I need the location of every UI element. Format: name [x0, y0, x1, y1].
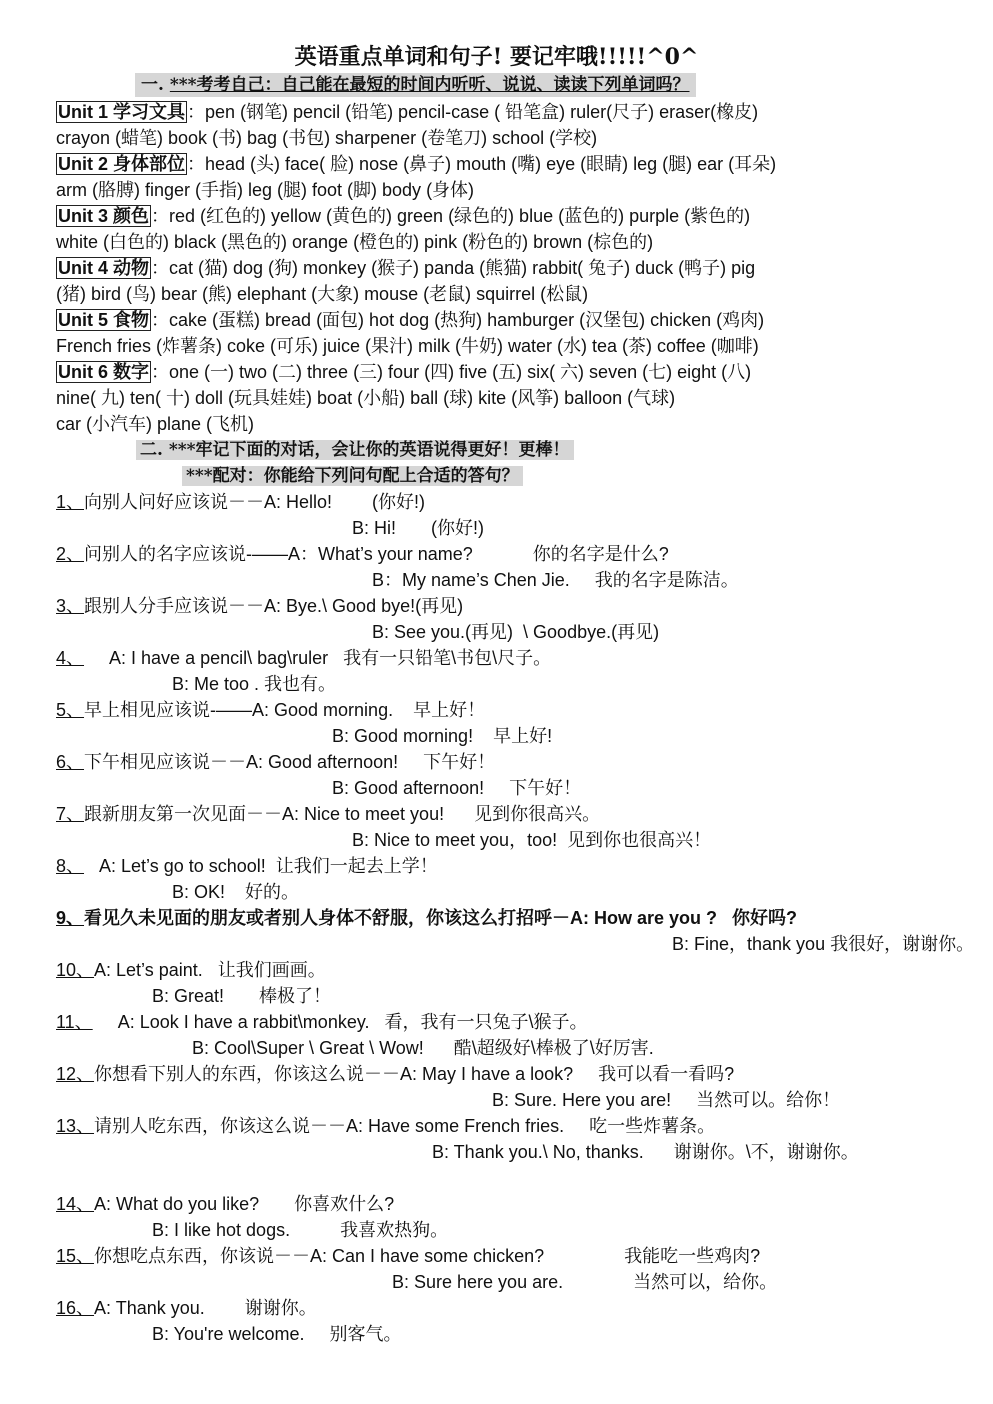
dialog-7-question-text: 跟新朋友第一次见面－－A: Nice to meet you! 见到你很高兴。	[84, 804, 601, 824]
section-one-text: ***考考自己：自己能在最短的时间内听听、说说、读读下列单词吗？	[169, 75, 690, 95]
dialog-14-answer: B: I like hot dogs. 我喜欢热狗。	[152, 1220, 449, 1240]
dialog-9-question-text: 看见久未见面的朋友或者别人身体不舒服，你该这么打招呼－A: How are you ? 你好吗?	[84, 908, 798, 928]
dialog-6-answer: B: Good afternoon! 下午好！	[332, 778, 582, 798]
unit-3-line-1	[56, 203, 750, 229]
dialog-14-question	[56, 1191, 394, 1217]
unit-4-words: ：cat (猫) dog (狗) monkey (猴子) panda (熊猫) rabbit( 兔子) duck (鸭子) pig	[151, 258, 756, 278]
dialog-11-question	[56, 1009, 588, 1035]
unit-1-line-1	[56, 99, 758, 125]
unit-4-line-1	[56, 255, 755, 281]
section-two-text-2: ***配对：你能给下列问句配上合适的答句？	[182, 466, 523, 486]
dialog-16-question-text: A: Thank you. 谢谢你。	[94, 1298, 317, 1318]
dialog-13-question-text: 请别人吃东西，你该这么说－－A: Have some French fries. 吃一些炸薯条。	[94, 1116, 716, 1136]
dialog-15-question	[56, 1243, 760, 1269]
dialog-4-question	[56, 645, 551, 671]
dialog-10-number: 10、	[56, 960, 95, 980]
dialog-16-answer: B: You're welcome. 别客气。	[152, 1324, 402, 1344]
dialog-14-number: 14、	[56, 1194, 95, 1214]
dialog-9-answer: B: Fine，thank you 我很好，谢谢你。	[672, 934, 975, 954]
dialog-9-number: 9、	[56, 908, 85, 928]
dialog-9-question	[56, 905, 797, 931]
unit-3-line2: white (白色的) black (黑色的) orange (橙色的) pink (粉色的) brown (棕色的)	[56, 232, 654, 252]
unit-1-label: Unit 1 学习文具	[58, 102, 186, 122]
dialog-2-question	[56, 541, 669, 567]
dialog-5-question	[56, 697, 485, 723]
unit-2-line-1	[56, 151, 776, 177]
unit-4-label: Unit 4 动物	[58, 258, 150, 278]
section-two-line-1	[136, 436, 574, 463]
dialog-1-question-text: 向别人问好应该说－－A: Hello! (你好!)	[84, 492, 426, 512]
unit-3-words: ：red (红色的) yellow (黄色的) green (绿色的) blue (蓝色的) purple (紫色的)	[151, 206, 751, 226]
dialog-12-answer: B: Sure. Here you are! 当然可以。给你！	[492, 1090, 841, 1110]
dialog-8-question-text: A: Let’s go to school! 让我们一起去上学！	[84, 856, 438, 876]
dialog-2-number: 2、	[56, 544, 85, 564]
dialog-10-answer: B: Great! 棒极了！	[152, 986, 332, 1006]
dialog-13-question	[56, 1113, 715, 1139]
dialog-1-question	[56, 489, 425, 515]
dialog-6-question-text: 下午相见应该说－－A: Good afternoon! 下午好！	[84, 752, 496, 772]
section-one-heading	[135, 73, 696, 97]
dialog-12-question-text: 你想看下别人的东西，你该这么说－－A: May I have a look? 我可以看一看吗?	[94, 1064, 735, 1084]
dialog-16-question	[56, 1295, 317, 1321]
unit-5-words: ：cake (蛋糕) bread (面包) hot dog (热狗) hamburger (汉堡包) chicken (鸡肉)	[151, 310, 765, 330]
dialog-15-answer: B: Sure here you are. 当然可以，给你。	[392, 1272, 778, 1292]
dialog-7-answer: B: Nice to meet you，too! 见到你也很高兴！	[352, 830, 712, 850]
unit-2-line2: arm (胳膊) finger (手指) leg (腿) foot (脚) body (身体)	[56, 180, 475, 200]
unit-6-line2: nine( 九) ten( 十) doll (玩具娃娃) boat (小船) ball (球) kite (风筝) balloon (气球)	[56, 388, 676, 408]
unit-5-line-1	[56, 307, 764, 333]
dialog-8-answer: B: OK! 好的。	[172, 882, 300, 902]
unit-2-words: ：head (头) face( 脸) nose (鼻子) mouth (嘴) eye (眼睛) leg (腿) ear (耳朵)	[187, 154, 777, 174]
dialog-2-answer: B：My name’s Chen Jie. 我的名字是陈洁。	[372, 570, 739, 590]
dialog-3-answer: B: See you.(再见) \ Goodbye.(再见)	[372, 622, 660, 642]
dialog-3-question-text: 跟别人分手应该说－－A: Bye.\ Good bye!(再见)	[84, 596, 464, 616]
unit-4-line2: (猪) bird (鸟) bear (熊) elephant (大象) mouse (老鼠) squirrel (松鼠)	[56, 284, 589, 304]
unit-6-line-1	[56, 359, 751, 385]
dialog-2-question-text: 问别人的名字应该说-——A：What’s your name? 你的名字是什么?	[84, 544, 669, 564]
unit-2-label: Unit 2 身体部位	[58, 154, 186, 174]
dialog-1-number: 1、	[56, 492, 85, 512]
dialog-13-answer: B: Thank you.\ No, thanks. 谢谢你。\不，谢谢你。	[432, 1142, 859, 1162]
dialog-5-answer: B: Good morning! 早上好!	[332, 726, 553, 746]
unit-6-line3: car (小汽车) plane (飞机)	[56, 414, 255, 434]
dialog-8-number: 8、	[56, 856, 85, 876]
dialog-8-question	[56, 853, 438, 879]
dialog-5-number: 5、	[56, 700, 85, 720]
dialog-11-number: 11、	[56, 1012, 93, 1032]
dialog-3-question	[56, 593, 463, 619]
unit-1-words: ：pen (钢笔) pencil (铅笔) pencil-case ( 铅笔盒) ruler(尺子) eraser(橡皮)	[187, 102, 759, 122]
dialog-5-question-text: 早上相见应该说-——A: Good morning. 早上好！	[84, 700, 486, 720]
dialog-12-number: 12、	[56, 1064, 95, 1084]
dialog-10-question	[56, 957, 326, 983]
dialog-3-number: 3、	[56, 596, 85, 616]
dialog-12-question	[56, 1061, 734, 1087]
dialog-13-number: 13、	[56, 1116, 95, 1136]
dialog-10-question-text: A: Let’s paint. 让我们画画。	[94, 960, 326, 980]
page-title: 英语重点单词和句子! 要记牢哦!!!!!^0^	[294, 44, 699, 70]
dialog-7-question	[56, 801, 600, 827]
unit-6-label: Unit 6 数字	[58, 362, 150, 382]
dialog-4-number: 4、	[56, 648, 85, 668]
dialog-16-number: 16、	[56, 1298, 95, 1318]
dialog-6-number: 6、	[56, 752, 85, 772]
dialog-4-question-text: A: I have a pencil\ bag\ruler 我有一只铅笔\书包\尺子。	[84, 648, 552, 668]
section-two-text-1: 二. ***牢记下面的对话，会让你的英语说得更好！更棒！	[136, 440, 574, 460]
dialog-15-question-text: 你想吃点东西，你该说－－A: Can I have some chicken? 我能吃一些鸡肉?	[94, 1246, 761, 1266]
section-two-line-2	[182, 462, 523, 489]
section-one-prefix: 一.	[141, 75, 164, 95]
unit-5-line2: French fries (炸薯条) coke (可乐) juice (果汁) milk (牛奶) water (水) tea (茶) coffee (咖啡)	[56, 336, 759, 356]
dialog-6-question	[56, 749, 495, 775]
unit-3-label: Unit 3 颜色	[58, 206, 150, 226]
dialog-7-number: 7、	[56, 804, 85, 824]
dialog-11-answer: B: Cool\Super \ Great \ Wow! 酷\超级好\棒极了\好厉害.	[192, 1038, 654, 1058]
dialog-11-question-text: A: Look I have a rabbit\monkey. 看，我有一只兔子\猴子。	[92, 1012, 588, 1032]
dialog-15-number: 15、	[56, 1246, 95, 1266]
unit-5-label: Unit 5 食物	[58, 310, 150, 330]
dialog-4-answer: B: Me too . 我也有。	[172, 674, 337, 694]
unit-1-line2: crayon (蜡笔) book (书) bag (书包) sharpener (卷笔刀) school (学校)	[56, 128, 598, 148]
dialog-14-question-text: A: What do you like? 你喜欢什么?	[94, 1194, 395, 1214]
dialog-1-answer: B: Hi! (你好!)	[352, 518, 485, 538]
unit-6-words: ：one (一) two (二) three (三) four (四) five (五) six( 六) seven (七) eight (八)	[151, 362, 752, 382]
